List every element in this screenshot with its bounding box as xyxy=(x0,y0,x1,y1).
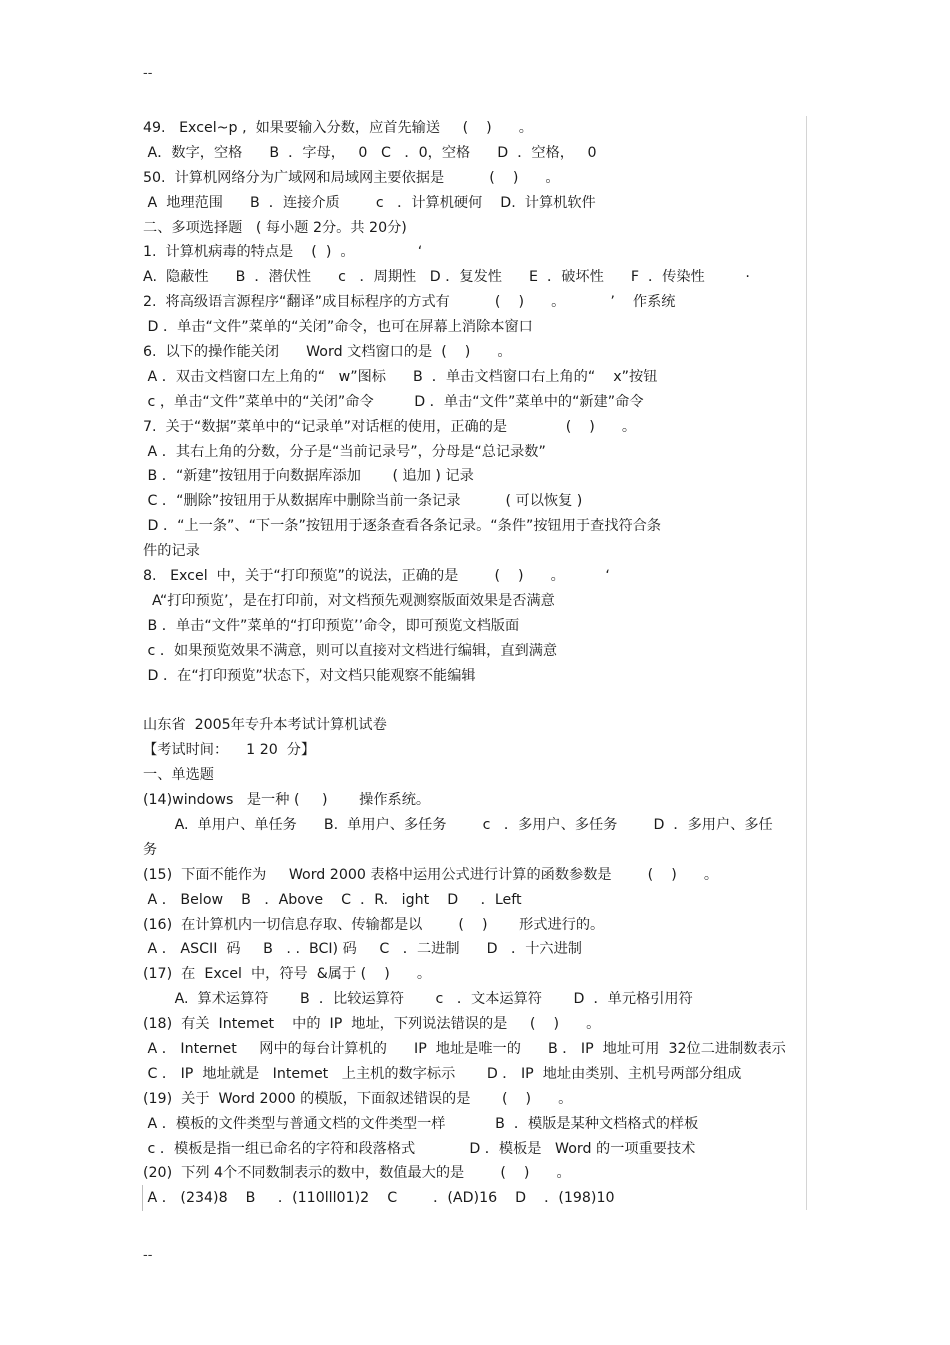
text-line: 一、单选题 xyxy=(143,767,214,784)
text-line: A. 隐蔽性 B ．潜伏性 c ．周期性 D ．复发性 E ．破坏性 F ．传染性 · xyxy=(143,269,750,286)
text-line: 件的记录 xyxy=(143,543,200,560)
text-line: A. 算术运算符 B ．比较运算符 c ．文本运算符 D ．单元格引用符 xyxy=(143,991,693,1008)
text-line: A“打印预览’，是在打印前，对文档预先观测察版面效果是否满意 xyxy=(143,592,555,609)
text-line: B ．“新建”按钮用于向数据库添加 ( 追加 ) 记录 xyxy=(143,468,474,485)
text-line: A. 单用户、单任务 B. 单用户、多任务 c ．多用户、多任务 D ．多用户、多任 xyxy=(143,816,773,833)
document-body xyxy=(143,116,803,1211)
text-line: 2. 将高级语言源程序“翻译”成目标程序的方式有 ( ) 。 ’ 作系统 xyxy=(143,294,676,311)
text-line: 49. Excel~p , 如果要输入分数，应首先输送 ( ) 。 xyxy=(143,120,533,136)
text-line: B ．单击“文件”菜单的“打印预览’’命令，即可预览文档版面 xyxy=(143,617,520,634)
text-line: (20) 下列 4个不同数制表示的数中，数值最大的是 ( ) 。 xyxy=(143,1165,571,1182)
text-line: A ． (234)8 B ．(110lll01)2 C ．(AD)16 D ．(198)10 xyxy=(143,1190,615,1207)
right-margin-rule xyxy=(806,116,807,1210)
text-line: A 地理范围 B ．连接介质 c ．计算机硬何 D. 计算机软件 xyxy=(143,194,596,211)
text-line: (15) 下面不能作为 Word 2000 表格中运用公式进行计算的函数参数是 ( ) 。 xyxy=(143,866,719,883)
text-line xyxy=(143,688,803,713)
text-line: A ．模板的文件类型与普通文档的文件类型一样 B ．模版是某种文档格式的样板 xyxy=(143,1115,699,1132)
text-line: 8. Excel 中，关于“打印预览”的说法，正确的是 ( ) 。 ‘ xyxy=(143,568,610,585)
text-line: A ．其右上角的分数，分子是“当前记录号”，分母是“总记录数” xyxy=(143,443,546,460)
text-line: D ．“上一条”、“下一条”按钮用于逐条查看各条记录。“条件”按钮用于查找符合条 xyxy=(143,518,662,535)
text-line: 【考试时间： 1 20 分】 xyxy=(143,742,316,759)
text-line: A ．双击文档窗口左上角的“ w”图标 B ．单击文档窗口右上角的“ x”按钮 xyxy=(143,368,658,385)
text-line: (16) 在计算机内一切信息存取、传输都是以 ( ) 形式进行的。 xyxy=(143,916,605,933)
text-line: 50. 计算机网络分为广域网和局域网主要依据是 ( ) 。 xyxy=(143,169,560,186)
text-line: A ． Below B ．Above C ．R. ight D ．Left xyxy=(143,891,522,908)
text-line: (14)windows 是一种 ( ) 操作系统。 xyxy=(143,792,431,809)
text-line: (18) 有关 Intemet 中的 IP 地址，下列说法错误的是 ( ) 。 xyxy=(143,1016,601,1033)
text-line: c ．如果预览效果不满意，则可以直接对文档进行编辑，直到满意 xyxy=(143,642,558,659)
text-line: A ． ASCII 码 B . . BCI) 码 C ．二进制 D ．十六进制 xyxy=(143,941,582,958)
text-line: A．数字，空格 B ．字母， 0 C ．0，空格 D ．空格， 0 xyxy=(143,144,597,161)
text-line: 二、多项选择题 ( 每小题 2分。共 20分) xyxy=(143,219,407,236)
text-line: 6. 以下的操作能关闭 Word 文档窗口的是 ( ) 。 xyxy=(143,344,512,361)
text-line: D ．单击“文件”菜单的“关闭”命令，也可在屏幕上消除本窗口 xyxy=(143,319,533,336)
text-line: (17) 在 Excel 中，符号 &属于 ( ) 。 xyxy=(143,966,432,983)
text-line: 山东省 2005年专升本考试计算机试卷 xyxy=(143,717,387,734)
text-line: (19) 关于 Word 2000 的模版，下面叙述错误的是 ( ) 。 xyxy=(143,1090,573,1107)
text-line: c ，单击“文件”菜单中的“关闭”命令 D ．单击“文件”菜单中的“新建”命令 xyxy=(143,393,644,410)
text-line: C ． IP 地址就是 Intemet 上主机的数字标示 D ． IP 地址由类别、主机号两部分组成 xyxy=(143,1065,742,1082)
text-line: A ． Internet 网中的每台计算机的 IP 地址是唯一的 B ． IP 地址可用 32位二进制数表示 xyxy=(143,1040,786,1057)
page-header-marker: -- xyxy=(143,66,153,81)
text-line: 1. 计算机病毒的特点是 ( ) 。 ‘ xyxy=(143,244,423,261)
text-line: D ．在“打印预览”状态下，对文档只能观察不能编辑 xyxy=(143,667,476,684)
text-line: 7. 关于“数据”菜单中的“记录单”对话框的使用，正确的是 ( ) 。 xyxy=(143,418,637,435)
text-line: 务 xyxy=(143,841,158,858)
page-footer-marker: -- xyxy=(143,1248,153,1263)
text-line: C ．“删除”按钮用于从数据库中删除当前一条记录 ( 可以恢复 ) xyxy=(143,493,583,510)
text-line: c ．模板是指一组已命名的字符和段落格式 D ．模板是 Word 的一项重要技术 xyxy=(143,1140,696,1157)
